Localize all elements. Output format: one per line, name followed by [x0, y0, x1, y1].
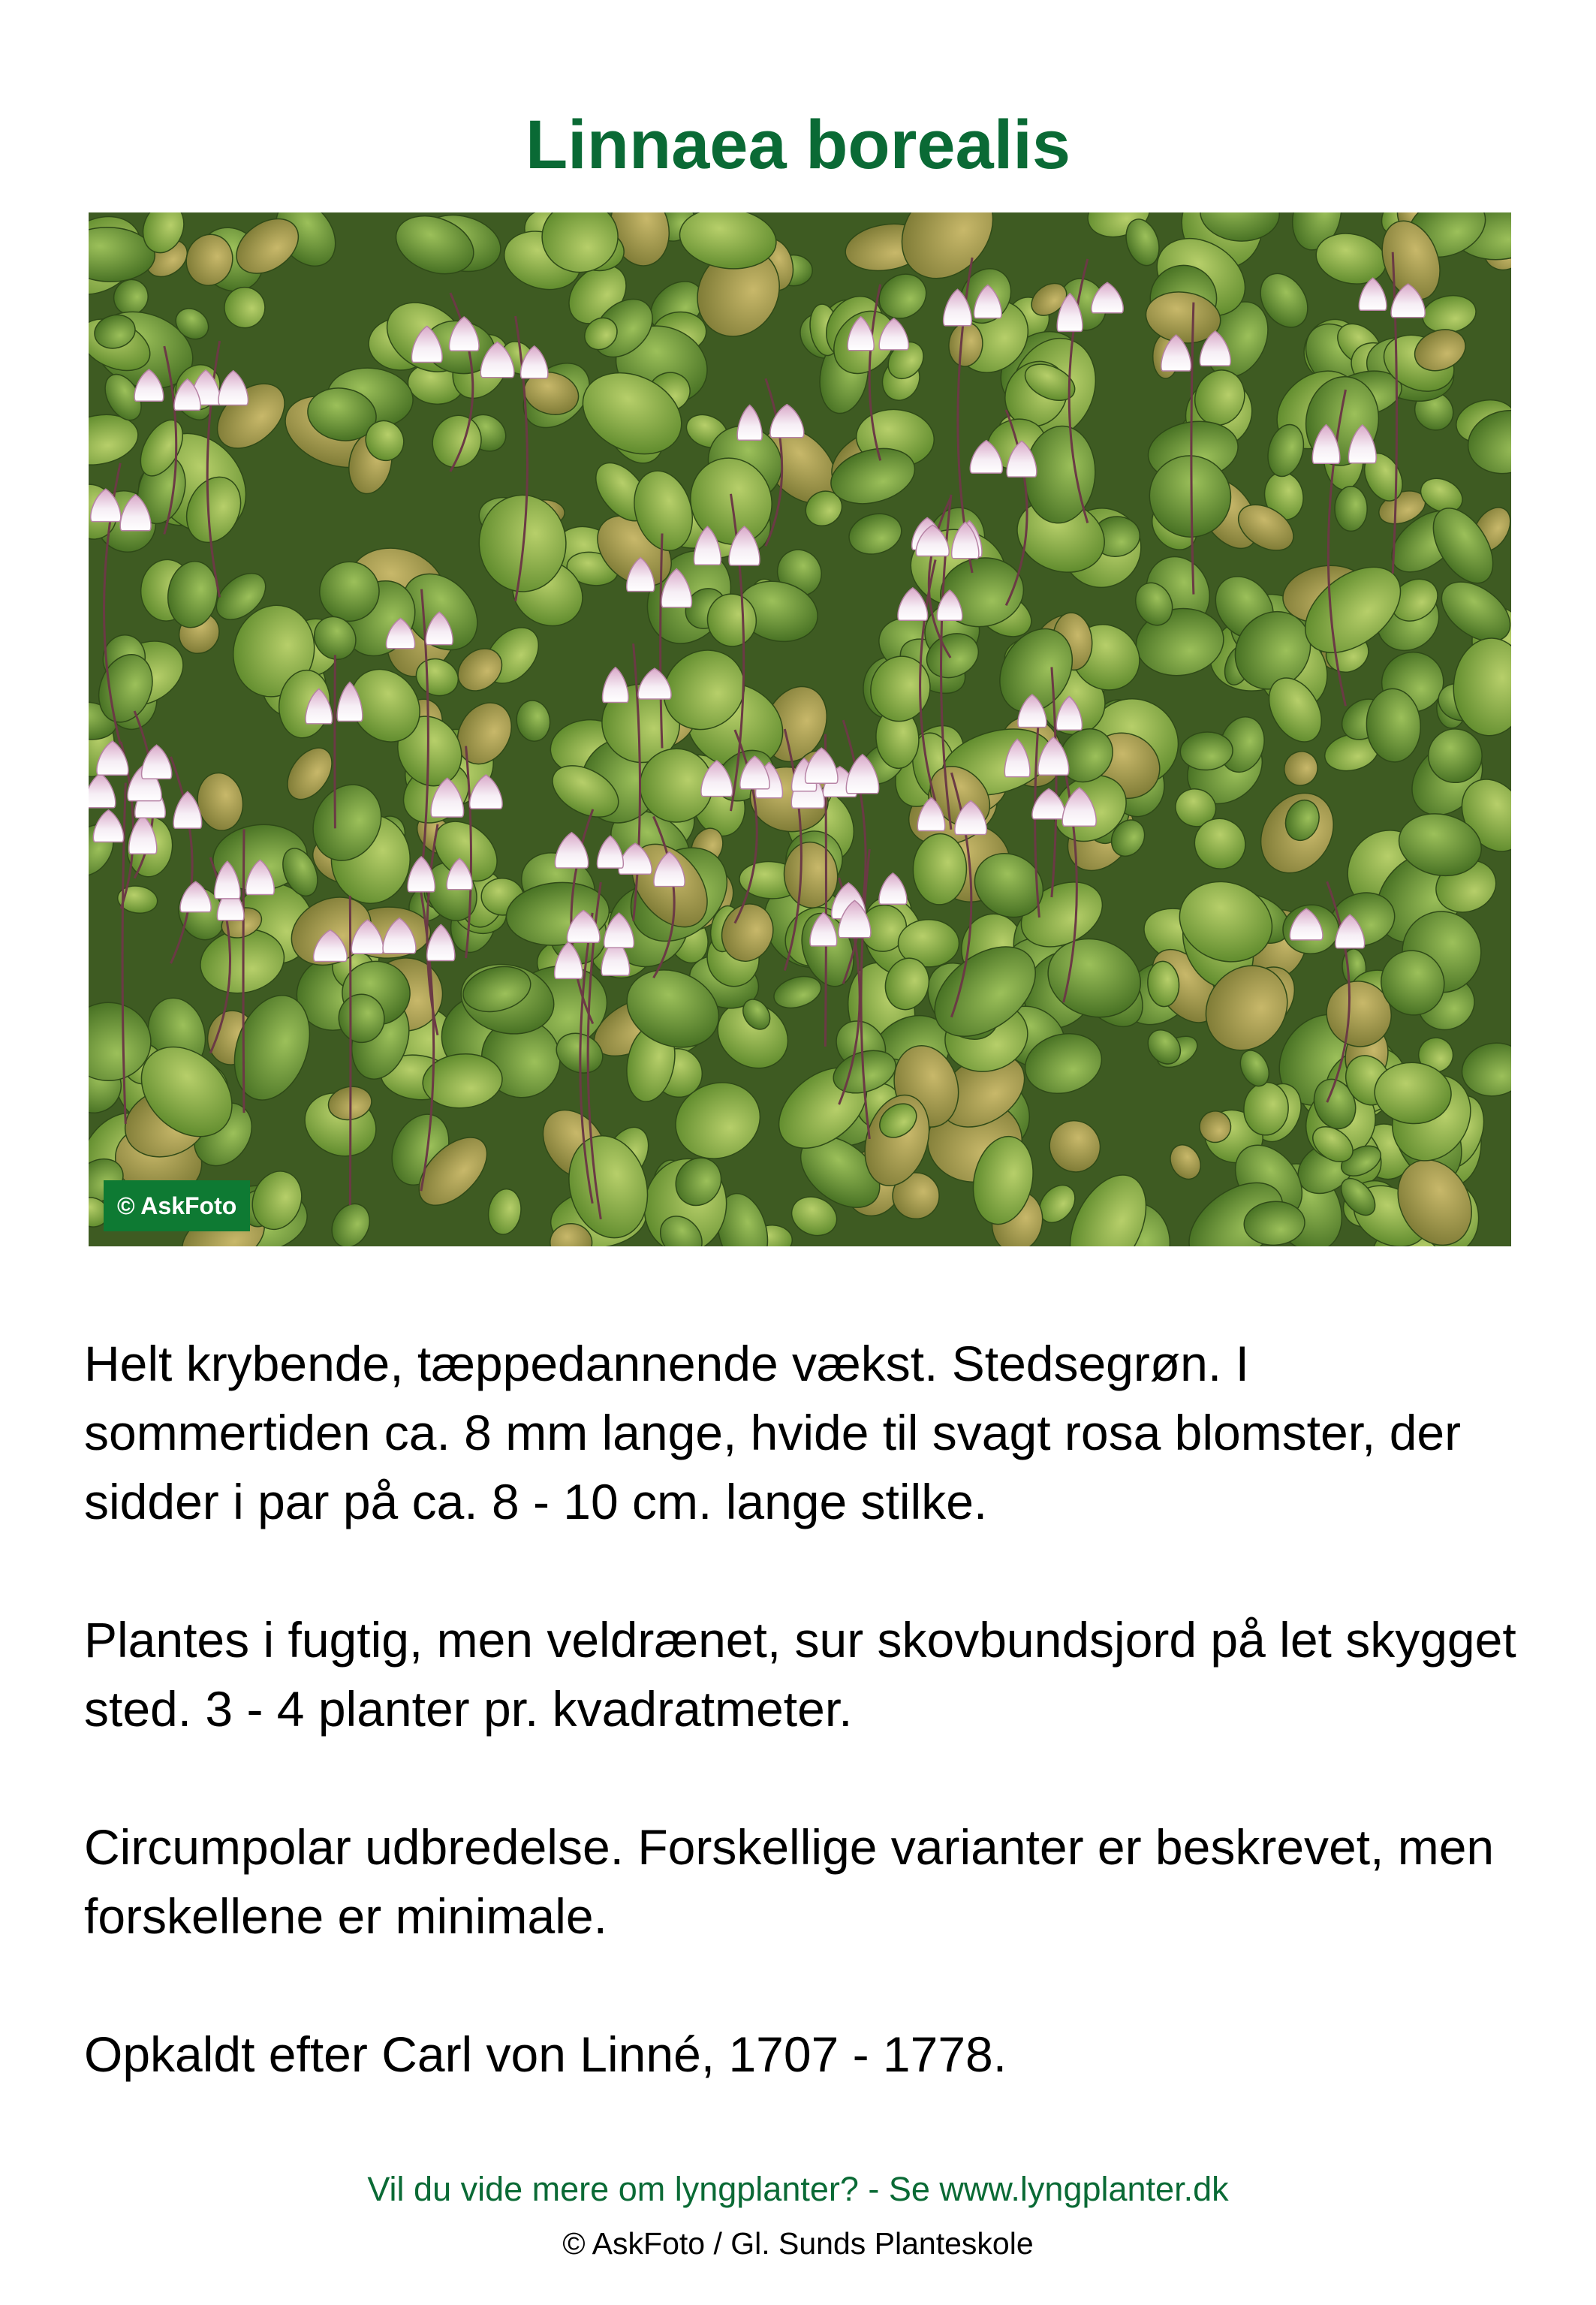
flower-stem	[350, 896, 351, 1205]
description-paragraph-planting: Plantes i fugtig, men veldrænet, sur skovbundsjord på let skygget sted. 3 - 4 planter pr. kvadratmeter.	[84, 1612, 1516, 1737]
plant-photo-illustration	[89, 212, 1511, 1246]
description-paragraph-distribution: Circumpolar udbredelse. Forskellige varianter er beskrevet, men forskellene er minimale.	[84, 1819, 1495, 1944]
description-paragraph-growth: Helt krybende, tæppedannende vækst. Stedsegrøn. I sommertiden ca. 8 mm lange, hvide til svagt rosa blomster, der sidder i par på ca. 8 - 10 cm. lange stilke.	[84, 1336, 1462, 1529]
description-paragraph-name-origin: Opkaldt efter Carl von Linné, 1707 - 1778.	[84, 2026, 1007, 2082]
leaf-shape	[913, 833, 968, 905]
page-title: Linnaea borealis	[525, 107, 1071, 183]
footer-copyright: © AskFoto / Gl. Sunds Planteskole	[562, 2226, 1034, 2261]
flower-stem	[335, 655, 336, 828]
flower-stem	[243, 829, 244, 1113]
leaf-shape	[1335, 487, 1367, 532]
plant-photo	[89, 212, 1511, 1246]
footer-link-text[interactable]: Vil du vide mere om lyngplanter? - Se www.lyngplanter.dk	[367, 2170, 1229, 2208]
photo-credit-badge: © AskFoto	[104, 1180, 250, 1231]
description	[84, 1329, 1518, 2158]
